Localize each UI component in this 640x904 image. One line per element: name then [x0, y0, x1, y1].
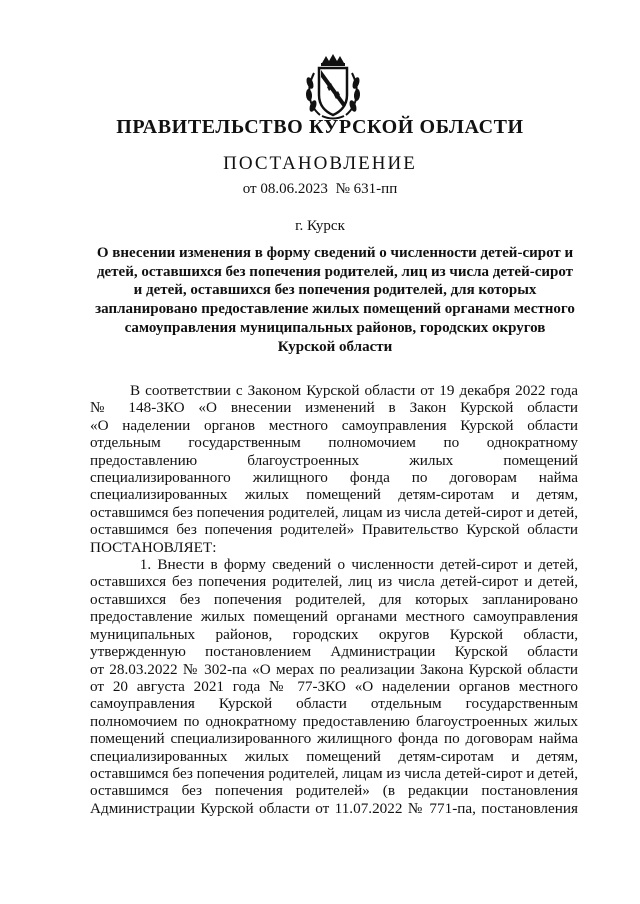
document-date: от 08.06.2023 — [242, 181, 328, 197]
document-body — [90, 382, 578, 817]
body-line: оставшимся без попечения родителей, лицам из числа детей-сирот и детей, — [90, 764, 578, 782]
body-line: полномочием по однократному предоставлению благоустроенных жилых — [90, 712, 578, 730]
document-number: № 631-пп — [335, 181, 398, 197]
body-line: специализированных жилых помещений детям-сиротам и детям, — [90, 747, 578, 765]
body-line: помещений специализированного жилищного фонда по договорам найма — [90, 730, 578, 748]
body-line: Администрации Курской области от 11.07.2022 № 771-па, постановления — [90, 799, 578, 817]
body-line: специализированных жилых помещений детям-сиротам и детям, — [90, 486, 578, 504]
body-line: В соответствии с Законом Курской области от 19 декабря 2022 года — [90, 382, 578, 399]
date-number-line — [0, 181, 640, 198]
body-line: оставшихся без попечения родителей, лиц из числа детей-сирот и детей, — [90, 573, 578, 591]
body-line: оставшихся без попечения родителей, для которых запланировано — [90, 590, 578, 608]
document-subject: О внесении изменения в форму сведений о численности детей-сирот и детей, оставшихся без попечения родителей, лиц из числа детей-сирот и детей, оставшихся без попечения родителей, для которых запланировано предоставление жилых помещений органами местного самоуправления муниципальных районов, городских округов Курской области — [95, 245, 575, 355]
body-line: отдельным государственным полномочием по однократному — [90, 434, 578, 452]
body-line: от 28.03.2022 № 302-па «О мерах по реализации Закона Курской области — [90, 660, 578, 678]
body-line: самоуправления Курской области отдельным государственным — [90, 695, 578, 713]
body-line: 1. Внести в форму сведений о численности детей-сирот и детей, — [90, 556, 578, 574]
body-line: специализированного жилищного фонда по договорам найма — [90, 469, 578, 487]
body-line: предоставлению благоустроенных жилых помещений — [90, 451, 578, 469]
document-city: г. Курск — [295, 218, 345, 234]
body-line: оставшимся без попечения родителей» Правительство Курской области — [90, 521, 578, 539]
body-line: оставшимся без попечения родителей» (в редакции постановления — [90, 782, 578, 800]
body-line: ПОСТАНОВЛЯЕТ: — [90, 538, 217, 556]
body-line: утвержденную постановлением Администрации Курской области — [90, 643, 578, 661]
body-line: от 20 августа 2021 года № 77-ЗКО «О наделении органов местного — [90, 677, 578, 695]
body-line: оставшимся без попечения родителей, лицам из числа детей-сирот и детей, — [90, 503, 578, 521]
document-type: ПОСТАНОВЛЕНИЕ — [223, 153, 417, 174]
kursk-coat-of-arms-icon — [298, 53, 368, 123]
government-title: ПРАВИТЕЛЬСТВО КУРСКОЙ ОБЛАСТИ — [116, 116, 524, 138]
body-line: муниципальных районов, городских округов Курской области, — [90, 625, 578, 643]
body-line: «О наделении органов местного самоуправления Курской области — [90, 416, 578, 434]
body-line: предоставление жилых помещений органами местного самоуправления — [90, 608, 578, 626]
body-line: № 148-ЗКО «О внесении изменений в Закон Курской области — [90, 399, 578, 417]
